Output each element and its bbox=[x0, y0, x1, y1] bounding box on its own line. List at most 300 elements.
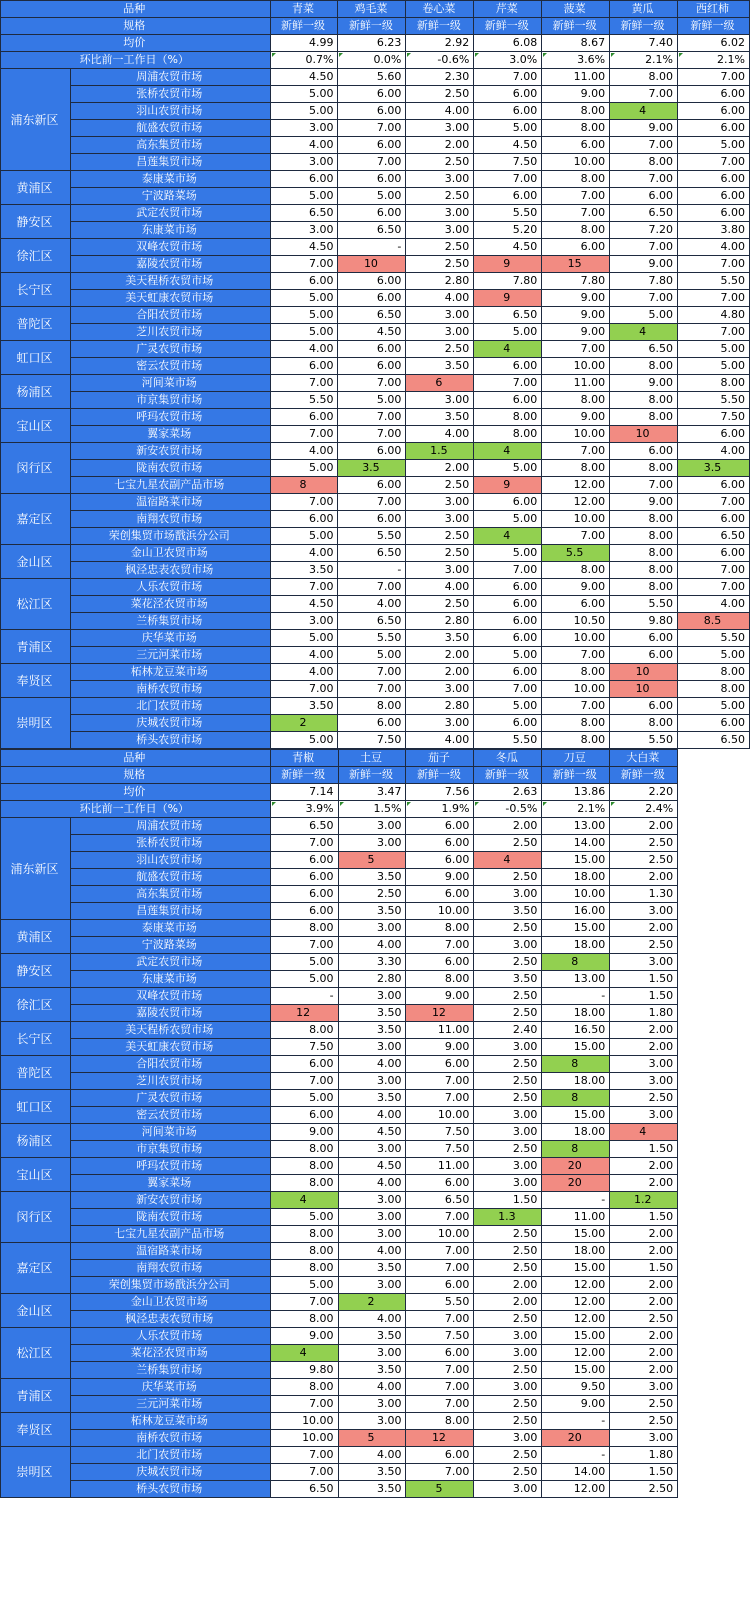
price-cell: 3.50 bbox=[406, 630, 474, 647]
price-cell: 2.50 bbox=[474, 1464, 542, 1481]
price-cell: 7.00 bbox=[338, 579, 406, 596]
price-cell: 6.50 bbox=[270, 1481, 338, 1498]
empty-cell bbox=[678, 784, 750, 801]
price-cell: 7.50 bbox=[678, 409, 750, 426]
empty-cell bbox=[678, 954, 750, 971]
price-cell: 6.00 bbox=[338, 511, 406, 528]
variety-header-cell: 冬瓜 bbox=[474, 750, 542, 767]
price-cell-low: 4 bbox=[270, 1192, 338, 1209]
empty-cell bbox=[678, 1073, 750, 1090]
empty-cell bbox=[678, 971, 750, 988]
price-cell: 2.50 bbox=[406, 188, 474, 205]
price-cell: 2.50 bbox=[474, 1447, 542, 1464]
price-cell: 7.00 bbox=[474, 375, 542, 392]
price-cell: 9.00 bbox=[542, 409, 610, 426]
price-cell: 6.00 bbox=[338, 358, 406, 375]
variety-row bbox=[1, 750, 750, 767]
price-cell: 7.50 bbox=[338, 732, 406, 749]
market-row bbox=[1, 154, 750, 171]
price-cell: 7.00 bbox=[270, 1073, 338, 1090]
price-cell-low: 8 bbox=[542, 954, 610, 971]
price-cell: 8.00 bbox=[678, 681, 750, 698]
price-cell-low: 8 bbox=[542, 1056, 610, 1073]
market-name-cell: 市京集贸市场 bbox=[70, 1141, 270, 1158]
price-cell: 8.00 bbox=[474, 426, 542, 443]
price-cell: 3.00 bbox=[406, 205, 474, 222]
price-cell: 3.00 bbox=[474, 1107, 542, 1124]
price-cell: 8.00 bbox=[542, 664, 610, 681]
district-cell: 虹口区 bbox=[1, 1090, 71, 1124]
pct-change-cell: 1.9% bbox=[406, 801, 474, 818]
price-cell: 2.50 bbox=[610, 1481, 678, 1498]
market-row bbox=[1, 1345, 750, 1362]
price-cell: 2.50 bbox=[406, 154, 474, 171]
price-cell: - bbox=[338, 562, 406, 579]
price-cell: 2.50 bbox=[338, 886, 406, 903]
price-cell: 8.00 bbox=[610, 358, 678, 375]
price-cell: 3.00 bbox=[474, 1328, 542, 1345]
price-cell: 9.00 bbox=[542, 1396, 610, 1413]
price-cell: 2.00 bbox=[610, 920, 678, 937]
empty-cell bbox=[678, 1379, 750, 1396]
price-cell: - bbox=[270, 988, 338, 1005]
price-cell: 3.00 bbox=[406, 511, 474, 528]
price-cell: 5.00 bbox=[270, 290, 338, 307]
pct-change-cell: 2.1% bbox=[678, 52, 750, 69]
price-cell: 3.00 bbox=[270, 222, 338, 239]
price-cell: 5.00 bbox=[270, 1277, 338, 1294]
price-cell: 2.00 bbox=[610, 818, 678, 835]
price-cell: 6.00 bbox=[270, 869, 338, 886]
market-row bbox=[1, 341, 750, 358]
price-cell: 6.00 bbox=[474, 86, 542, 103]
price-cell: 12.00 bbox=[542, 1345, 610, 1362]
price-cell: 7.00 bbox=[678, 290, 750, 307]
pct-change-cell: 3.6% bbox=[542, 52, 610, 69]
price-cell: 3.50 bbox=[474, 903, 542, 920]
variety-header-cell: 刀豆 bbox=[542, 750, 610, 767]
price-cell: 7.00 bbox=[270, 494, 338, 511]
market-name-cell: 张桥农贸市场 bbox=[70, 86, 270, 103]
price-cell: 2.50 bbox=[474, 988, 542, 1005]
price-cell: 8.00 bbox=[610, 715, 678, 732]
price-cell: 8.00 bbox=[406, 1413, 474, 1430]
market-name-cell: 武定农贸市场 bbox=[70, 954, 270, 971]
market-name-cell: 翼家菜场 bbox=[70, 426, 270, 443]
price-cell: 4.00 bbox=[338, 1447, 406, 1464]
market-row bbox=[1, 511, 750, 528]
price-cell: 7.00 bbox=[406, 1396, 474, 1413]
market-name-cell: 陇南农贸市场 bbox=[70, 460, 270, 477]
price-cell: 3.50 bbox=[338, 1464, 406, 1481]
empty-cell bbox=[678, 886, 750, 903]
market-name-cell: 七宝九星农副产品市场 bbox=[70, 477, 270, 494]
price-cell: 2.50 bbox=[474, 1396, 542, 1413]
market-row bbox=[1, 86, 750, 103]
price-cell: 5.00 bbox=[270, 732, 338, 749]
price-cell: 7.50 bbox=[406, 1141, 474, 1158]
price-cell: 3.30 bbox=[338, 954, 406, 971]
price-cell: 3.00 bbox=[406, 715, 474, 732]
price-cell: 7.00 bbox=[610, 137, 678, 154]
market-row bbox=[1, 1277, 750, 1294]
price-cell-low: 8 bbox=[542, 1141, 610, 1158]
empty-cell bbox=[678, 1430, 750, 1447]
market-row bbox=[1, 1243, 750, 1260]
price-cell: 2.80 bbox=[338, 971, 406, 988]
price-cell: 7.00 bbox=[610, 477, 678, 494]
price-cell: 6.00 bbox=[542, 239, 610, 256]
avg-label: 均价 bbox=[1, 784, 271, 801]
price-cell: 2.50 bbox=[474, 1413, 542, 1430]
price-cell: 7.00 bbox=[406, 1073, 474, 1090]
price-cell: 5.00 bbox=[338, 647, 406, 664]
spec-row bbox=[1, 767, 750, 784]
price-cell-high: 10 bbox=[610, 681, 678, 698]
price-cell: 3.00 bbox=[406, 120, 474, 137]
price-cell: 7.00 bbox=[270, 579, 338, 596]
market-row bbox=[1, 613, 750, 630]
price-cell-low: 5.5 bbox=[542, 545, 610, 562]
variety-header-cell: 土豆 bbox=[338, 750, 406, 767]
empty-cell bbox=[678, 1192, 750, 1209]
district-cell: 嘉定区 bbox=[1, 1243, 71, 1294]
price-cell: 7.00 bbox=[270, 835, 338, 852]
market-name-cell: 美天程桥农贸市场 bbox=[70, 273, 270, 290]
market-name-cell: 兰桥集贸市场 bbox=[70, 613, 270, 630]
market-name-cell: 合阳农贸市场 bbox=[70, 307, 270, 324]
price-cell: 4.00 bbox=[270, 545, 338, 562]
price-cell: 6.00 bbox=[474, 579, 542, 596]
district-cell: 闵行区 bbox=[1, 443, 71, 494]
empty-cell bbox=[678, 1243, 750, 1260]
price-cell: 2.50 bbox=[474, 1073, 542, 1090]
price-cell: 8.00 bbox=[270, 1260, 338, 1277]
price-cell: 3.00 bbox=[338, 1396, 406, 1413]
spec-cell: 新鲜一级 bbox=[474, 767, 542, 784]
district-cell: 黄浦区 bbox=[1, 920, 71, 954]
price-cell: 2.00 bbox=[610, 1175, 678, 1192]
pct-change-cell: 0.0% bbox=[338, 52, 406, 69]
price-cell: 1.80 bbox=[610, 1005, 678, 1022]
price-cell: 2.50 bbox=[474, 1226, 542, 1243]
market-row bbox=[1, 1226, 750, 1243]
market-name-cell: 美天虹康农贸市场 bbox=[70, 1039, 270, 1056]
price-cell: 5.00 bbox=[474, 460, 542, 477]
price-cell: 8.00 bbox=[406, 920, 474, 937]
price-cell: 4.80 bbox=[678, 307, 750, 324]
price-cell: 7.00 bbox=[270, 256, 338, 273]
price-cell: 2.50 bbox=[406, 256, 474, 273]
market-row bbox=[1, 443, 750, 460]
price-cell: 7.00 bbox=[406, 1464, 474, 1481]
empty-cell bbox=[678, 1277, 750, 1294]
price-cell: 3.00 bbox=[338, 1345, 406, 1362]
empty-cell bbox=[678, 818, 750, 835]
price-cell: 7.00 bbox=[270, 1294, 338, 1311]
market-row bbox=[1, 732, 750, 749]
price-cell: 5.00 bbox=[270, 103, 338, 120]
price-cell: 2.00 bbox=[610, 1039, 678, 1056]
price-cell-low: 1.3 bbox=[474, 1209, 542, 1226]
price-cell: 15.00 bbox=[542, 1107, 610, 1124]
market-name-cell: 北门农贸市场 bbox=[70, 1447, 270, 1464]
price-cell: 6.00 bbox=[338, 86, 406, 103]
price-cell: 6.00 bbox=[338, 273, 406, 290]
price-table-2 bbox=[0, 749, 750, 1498]
price-cell: 15.00 bbox=[542, 1226, 610, 1243]
price-cell: 8.00 bbox=[610, 69, 678, 86]
price-cell: 7.00 bbox=[406, 1209, 474, 1226]
price-cell: 6.00 bbox=[610, 188, 678, 205]
price-cell: 7.00 bbox=[270, 426, 338, 443]
price-cell: 8.00 bbox=[610, 511, 678, 528]
price-cell: 3.00 bbox=[338, 988, 406, 1005]
market-row bbox=[1, 494, 750, 511]
market-row bbox=[1, 1430, 750, 1447]
market-name-cell: 武定农贸市场 bbox=[70, 205, 270, 222]
market-name-cell: 兰桥集贸市场 bbox=[70, 1362, 270, 1379]
spec-label: 规格 bbox=[1, 18, 271, 35]
price-cell: 12.00 bbox=[542, 1294, 610, 1311]
district-cell: 浦东新区 bbox=[1, 69, 71, 171]
empty-cell bbox=[678, 1056, 750, 1073]
price-cell: 2.00 bbox=[406, 647, 474, 664]
price-cell: 6.00 bbox=[678, 205, 750, 222]
price-cell: 8.00 bbox=[542, 460, 610, 477]
price-cell: 5.50 bbox=[610, 596, 678, 613]
price-cell: 6.00 bbox=[474, 630, 542, 647]
variety-header-cell: 菠菜 bbox=[542, 1, 610, 18]
price-cell: 3.00 bbox=[474, 1039, 542, 1056]
avg-price-cell: 2.20 bbox=[610, 784, 678, 801]
price-cell: 4.00 bbox=[270, 647, 338, 664]
price-cell: 2.50 bbox=[474, 1056, 542, 1073]
price-cell: 7.00 bbox=[270, 681, 338, 698]
spec-cell: 新鲜一级 bbox=[338, 18, 406, 35]
price-cell: 3.00 bbox=[474, 1175, 542, 1192]
market-name-cell: 市京集贸市场 bbox=[70, 392, 270, 409]
price-cell: 9.00 bbox=[542, 290, 610, 307]
price-cell: 6.00 bbox=[338, 137, 406, 154]
avg-price-cell: 7.40 bbox=[610, 35, 678, 52]
price-cell-high: 12 bbox=[406, 1005, 474, 1022]
price-cell-low: 1.5 bbox=[406, 443, 474, 460]
price-cell: 4.50 bbox=[270, 69, 338, 86]
price-cell: 3.00 bbox=[338, 1413, 406, 1430]
price-cell: 7.50 bbox=[406, 1328, 474, 1345]
market-row bbox=[1, 835, 750, 852]
market-row bbox=[1, 1413, 750, 1430]
price-cell: 2.00 bbox=[610, 1328, 678, 1345]
market-row bbox=[1, 630, 750, 647]
price-cell: 5.00 bbox=[474, 647, 542, 664]
price-cell: 8.00 bbox=[270, 1243, 338, 1260]
price-cell-high: 20 bbox=[542, 1175, 610, 1192]
avg-price-cell: 6.23 bbox=[338, 35, 406, 52]
market-row bbox=[1, 1124, 750, 1141]
price-cell: 4.00 bbox=[338, 1379, 406, 1396]
price-cell: 5.00 bbox=[270, 86, 338, 103]
price-cell: 3.00 bbox=[406, 494, 474, 511]
price-cell: 9.00 bbox=[542, 307, 610, 324]
spec-cell: 新鲜一级 bbox=[270, 767, 338, 784]
market-row bbox=[1, 1073, 750, 1090]
price-cell: 7.00 bbox=[678, 579, 750, 596]
price-cell: 6.00 bbox=[678, 188, 750, 205]
price-cell: 3.00 bbox=[610, 954, 678, 971]
price-cell: 15.00 bbox=[542, 852, 610, 869]
price-cell: 6.00 bbox=[270, 273, 338, 290]
price-cell: 4.00 bbox=[678, 596, 750, 613]
price-cell: 7.00 bbox=[542, 188, 610, 205]
market-row bbox=[1, 562, 750, 579]
district-cell: 松江区 bbox=[1, 1328, 71, 1379]
price-cell: 3.00 bbox=[406, 324, 474, 341]
price-cell: - bbox=[338, 239, 406, 256]
price-cell: 6.00 bbox=[610, 443, 678, 460]
price-cell: 1.50 bbox=[610, 971, 678, 988]
price-cell-high: 5 bbox=[338, 1430, 406, 1447]
price-cell-high: 9 bbox=[474, 477, 542, 494]
price-cell: 6.00 bbox=[542, 137, 610, 154]
price-cell: 6.00 bbox=[678, 86, 750, 103]
spec-cell: 新鲜一级 bbox=[542, 18, 610, 35]
market-row bbox=[1, 1209, 750, 1226]
price-cell: 15.00 bbox=[542, 1328, 610, 1345]
market-name-cell: 泰康菜市场 bbox=[70, 171, 270, 188]
market-name-cell: 人乐农贸市场 bbox=[70, 1328, 270, 1345]
price-cell: 8.00 bbox=[610, 460, 678, 477]
price-cell: 3.00 bbox=[406, 171, 474, 188]
spec-row bbox=[1, 18, 750, 35]
district-cell: 普陀区 bbox=[1, 1056, 71, 1090]
price-cell: 7.00 bbox=[406, 1260, 474, 1277]
price-cell: - bbox=[542, 1192, 610, 1209]
price-cell: 8.00 bbox=[406, 971, 474, 988]
market-row bbox=[1, 869, 750, 886]
variety-row bbox=[1, 1, 750, 18]
avg-price-cell: 8.67 bbox=[542, 35, 610, 52]
price-cell: 4.50 bbox=[338, 1158, 406, 1175]
variety-header-cell: 卷心菜 bbox=[406, 1, 474, 18]
price-cell-high: 12 bbox=[406, 1430, 474, 1447]
price-cell: 6.50 bbox=[678, 732, 750, 749]
market-name-cell: 新安农贸市场 bbox=[70, 1192, 270, 1209]
market-name-cell: 枫泾忠表农贸市场 bbox=[70, 562, 270, 579]
price-cell-high: 8.5 bbox=[678, 613, 750, 630]
market-row bbox=[1, 528, 750, 545]
price-cell: 6.50 bbox=[338, 222, 406, 239]
price-cell: 3.00 bbox=[338, 1141, 406, 1158]
price-cell: 4.00 bbox=[338, 1056, 406, 1073]
market-row bbox=[1, 256, 750, 273]
price-cell-high: 6 bbox=[406, 375, 474, 392]
price-cell: 14.00 bbox=[542, 1464, 610, 1481]
price-cell: 2.50 bbox=[610, 1311, 678, 1328]
empty-cell bbox=[678, 1447, 750, 1464]
price-cell: 2.50 bbox=[474, 1362, 542, 1379]
market-row bbox=[1, 852, 750, 869]
price-cell: 10.00 bbox=[542, 886, 610, 903]
price-cell: 6.50 bbox=[338, 613, 406, 630]
price-cell: 8.00 bbox=[610, 545, 678, 562]
price-cell: 2.80 bbox=[406, 698, 474, 715]
market-row bbox=[1, 1311, 750, 1328]
price-cell: 8.00 bbox=[610, 392, 678, 409]
price-cell: 5.50 bbox=[270, 392, 338, 409]
market-row bbox=[1, 698, 750, 715]
variety-header-cell: 茄子 bbox=[406, 750, 474, 767]
price-cell: 5.00 bbox=[270, 954, 338, 971]
price-cell: 3.00 bbox=[610, 1056, 678, 1073]
market-row bbox=[1, 358, 750, 375]
price-cell: 2.00 bbox=[406, 664, 474, 681]
price-cell: 6.00 bbox=[406, 1277, 474, 1294]
price-cell: 7.00 bbox=[610, 171, 678, 188]
spec-cell: 新鲜一级 bbox=[406, 767, 474, 784]
price-cell: 3.00 bbox=[474, 1481, 542, 1498]
price-cell-high: 4 bbox=[474, 852, 542, 869]
market-row bbox=[1, 1039, 750, 1056]
price-cell: 2.00 bbox=[406, 137, 474, 154]
price-cell: 7.80 bbox=[474, 273, 542, 290]
price-cell: 5.00 bbox=[678, 698, 750, 715]
price-cell: 3.00 bbox=[338, 1039, 406, 1056]
price-cell: 16.00 bbox=[542, 903, 610, 920]
empty-cell bbox=[678, 1209, 750, 1226]
price-cell: 8.00 bbox=[678, 375, 750, 392]
market-name-cell: 荣创集贸市场戬浜分公司 bbox=[70, 528, 270, 545]
price-cell: 3.00 bbox=[338, 1192, 406, 1209]
market-name-cell: 航盛农贸市场 bbox=[70, 869, 270, 886]
price-cell: 7.00 bbox=[474, 69, 542, 86]
market-name-cell: 羽山农贸市场 bbox=[70, 103, 270, 120]
price-cell: 4.00 bbox=[406, 579, 474, 596]
price-cell: 7.00 bbox=[542, 341, 610, 358]
price-cell: 4.00 bbox=[338, 1107, 406, 1124]
price-cell: 6.00 bbox=[678, 426, 750, 443]
district-cell: 浦东新区 bbox=[1, 818, 71, 920]
market-name-cell: 庆城农贸市场 bbox=[70, 1464, 270, 1481]
market-name-cell: 菜花泾农贸市场 bbox=[70, 1345, 270, 1362]
price-cell: 3.50 bbox=[474, 971, 542, 988]
price-cell: 6.00 bbox=[678, 477, 750, 494]
price-cell: 4.50 bbox=[270, 596, 338, 613]
price-cell: 7.00 bbox=[406, 1379, 474, 1396]
market-row bbox=[1, 426, 750, 443]
price-cell: 5.00 bbox=[270, 188, 338, 205]
price-cell: 7.00 bbox=[338, 681, 406, 698]
price-cell: 6.00 bbox=[474, 392, 542, 409]
price-cell-low: 5 bbox=[406, 1481, 474, 1498]
price-cell: 3.50 bbox=[338, 869, 406, 886]
price-cell: 7.00 bbox=[474, 562, 542, 579]
price-cell: 6.00 bbox=[678, 715, 750, 732]
price-cell: 4.00 bbox=[270, 137, 338, 154]
empty-cell bbox=[678, 801, 750, 818]
price-cell: 8.00 bbox=[542, 171, 610, 188]
market-row bbox=[1, 596, 750, 613]
empty-cell bbox=[678, 1175, 750, 1192]
price-cell: 3.00 bbox=[474, 1158, 542, 1175]
price-cell: 5.00 bbox=[678, 341, 750, 358]
price-cell: 2.50 bbox=[610, 1413, 678, 1430]
market-row bbox=[1, 1090, 750, 1107]
price-cell: 6.00 bbox=[474, 715, 542, 732]
price-cell: 3.00 bbox=[406, 307, 474, 324]
market-name-cell: 河间菜市场 bbox=[70, 375, 270, 392]
